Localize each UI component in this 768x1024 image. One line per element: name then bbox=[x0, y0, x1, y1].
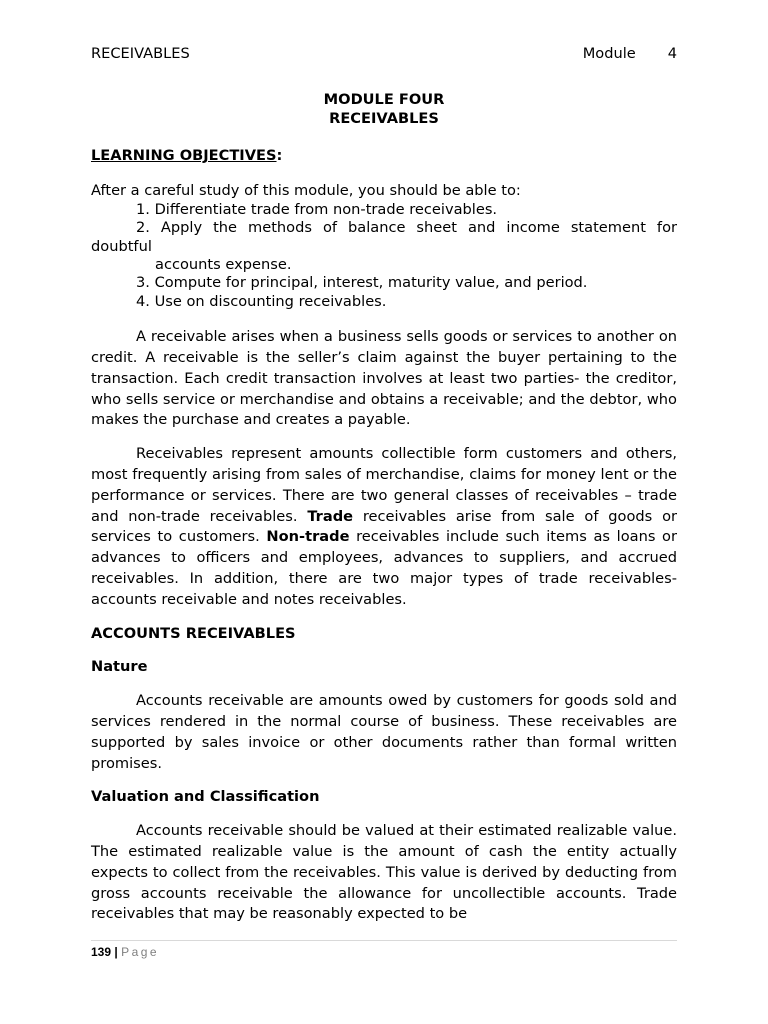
page-footer bbox=[91, 944, 159, 960]
section-heading-accounts-receivables: ACCOUNTS RECEIVABLES bbox=[91, 625, 296, 642]
learning-objectives-heading-text: LEARNING OBJECTIVES bbox=[91, 147, 277, 164]
term-non-trade: Non-trade bbox=[266, 528, 350, 546]
page-label: Page bbox=[121, 945, 160, 959]
learning-objectives-colon: : bbox=[276, 147, 283, 164]
objectives-intro: After a careful study of this module, you should be able to: bbox=[91, 182, 521, 199]
paragraph-nature bbox=[91, 691, 677, 774]
subsection-heading-valuation: Valuation and Classification bbox=[91, 788, 320, 805]
footer-separator: | bbox=[114, 945, 118, 959]
objective-item-2 bbox=[91, 219, 677, 237]
module-title-line2: RECEIVABLES bbox=[329, 109, 439, 127]
document-page bbox=[91, 0, 677, 1024]
page-number: 139 bbox=[91, 945, 112, 959]
paragraph-classes-text-3: receivables include such items as loans or advances to officers and employees, advances to suppliers, and accrued receivables. In addition, there are two major types of trade receivables- accounts receivable and notes receivables. bbox=[91, 528, 677, 608]
paragraph-nature-text: Accounts receivable are amounts owed by customers for goods sold and services rendered in the normal course of business. These receivables are supported by sales invoice or other documents rather than formal written promises. bbox=[91, 692, 677, 772]
objective-item-2-wrap: doubtful bbox=[91, 237, 152, 255]
paragraph-valuation bbox=[91, 821, 677, 925]
objective-item-2-text: 2. Apply the methods of balance sheet and income statement for bbox=[136, 219, 677, 236]
objective-item-3: 3. Compute for principal, interest, maturity value, and period. bbox=[136, 274, 588, 291]
paragraph-receivable-definition-text: A receivable arises when a business sells goods or services to another on credit. A receivable is the seller’s claim against the buyer pertaining to the transaction. Each credit transaction involves at least two parties- the creditor, who sells service or merchandise and obtains a receivable; and the debtor, who makes the purchase and creates a payable. bbox=[91, 328, 677, 429]
paragraph-classes-text-1: Receivables represent amounts collectible form customers and others, most frequently arising from sales of merchandise, claims for money lent or the performance or services. There are two general classes of receivables – trade and non-trade receivables. bbox=[91, 445, 677, 525]
subsection-heading-nature: Nature bbox=[91, 658, 148, 675]
footer-divider bbox=[91, 940, 677, 941]
objective-item-4: 4. Use on discounting receivables. bbox=[136, 292, 387, 310]
module-title bbox=[91, 91, 677, 128]
term-trade: Trade bbox=[307, 507, 354, 525]
objective-item-2-continued: accounts expense. bbox=[155, 256, 292, 273]
paragraph-receivable-definition bbox=[91, 327, 677, 431]
paragraph-valuation-text: Accounts receivable should be valued at their estimated realizable value. The estimated realizable value is the amount of cash the entity actually expects to collect from the receivables. This value is derived by deducting from gross accounts receivable the allowance for uncollectible accounts. Trade receivables that may be reasonably expected to be bbox=[91, 822, 677, 923]
paragraph-receivable-classes bbox=[91, 444, 677, 611]
page-header bbox=[91, 44, 677, 66]
module-title-line1: MODULE FOUR bbox=[323, 91, 445, 108]
header-module-label: Module 4 bbox=[582, 45, 677, 62]
learning-objectives-heading bbox=[91, 146, 282, 167]
header-left-title: RECEIVABLES bbox=[91, 45, 190, 62]
paragraph-classes-text-2: receivables arise from sale of goods or services to customers. bbox=[91, 507, 677, 546]
objective-item-1: 1. Differentiate trade from non-trade receivables. bbox=[136, 200, 498, 218]
